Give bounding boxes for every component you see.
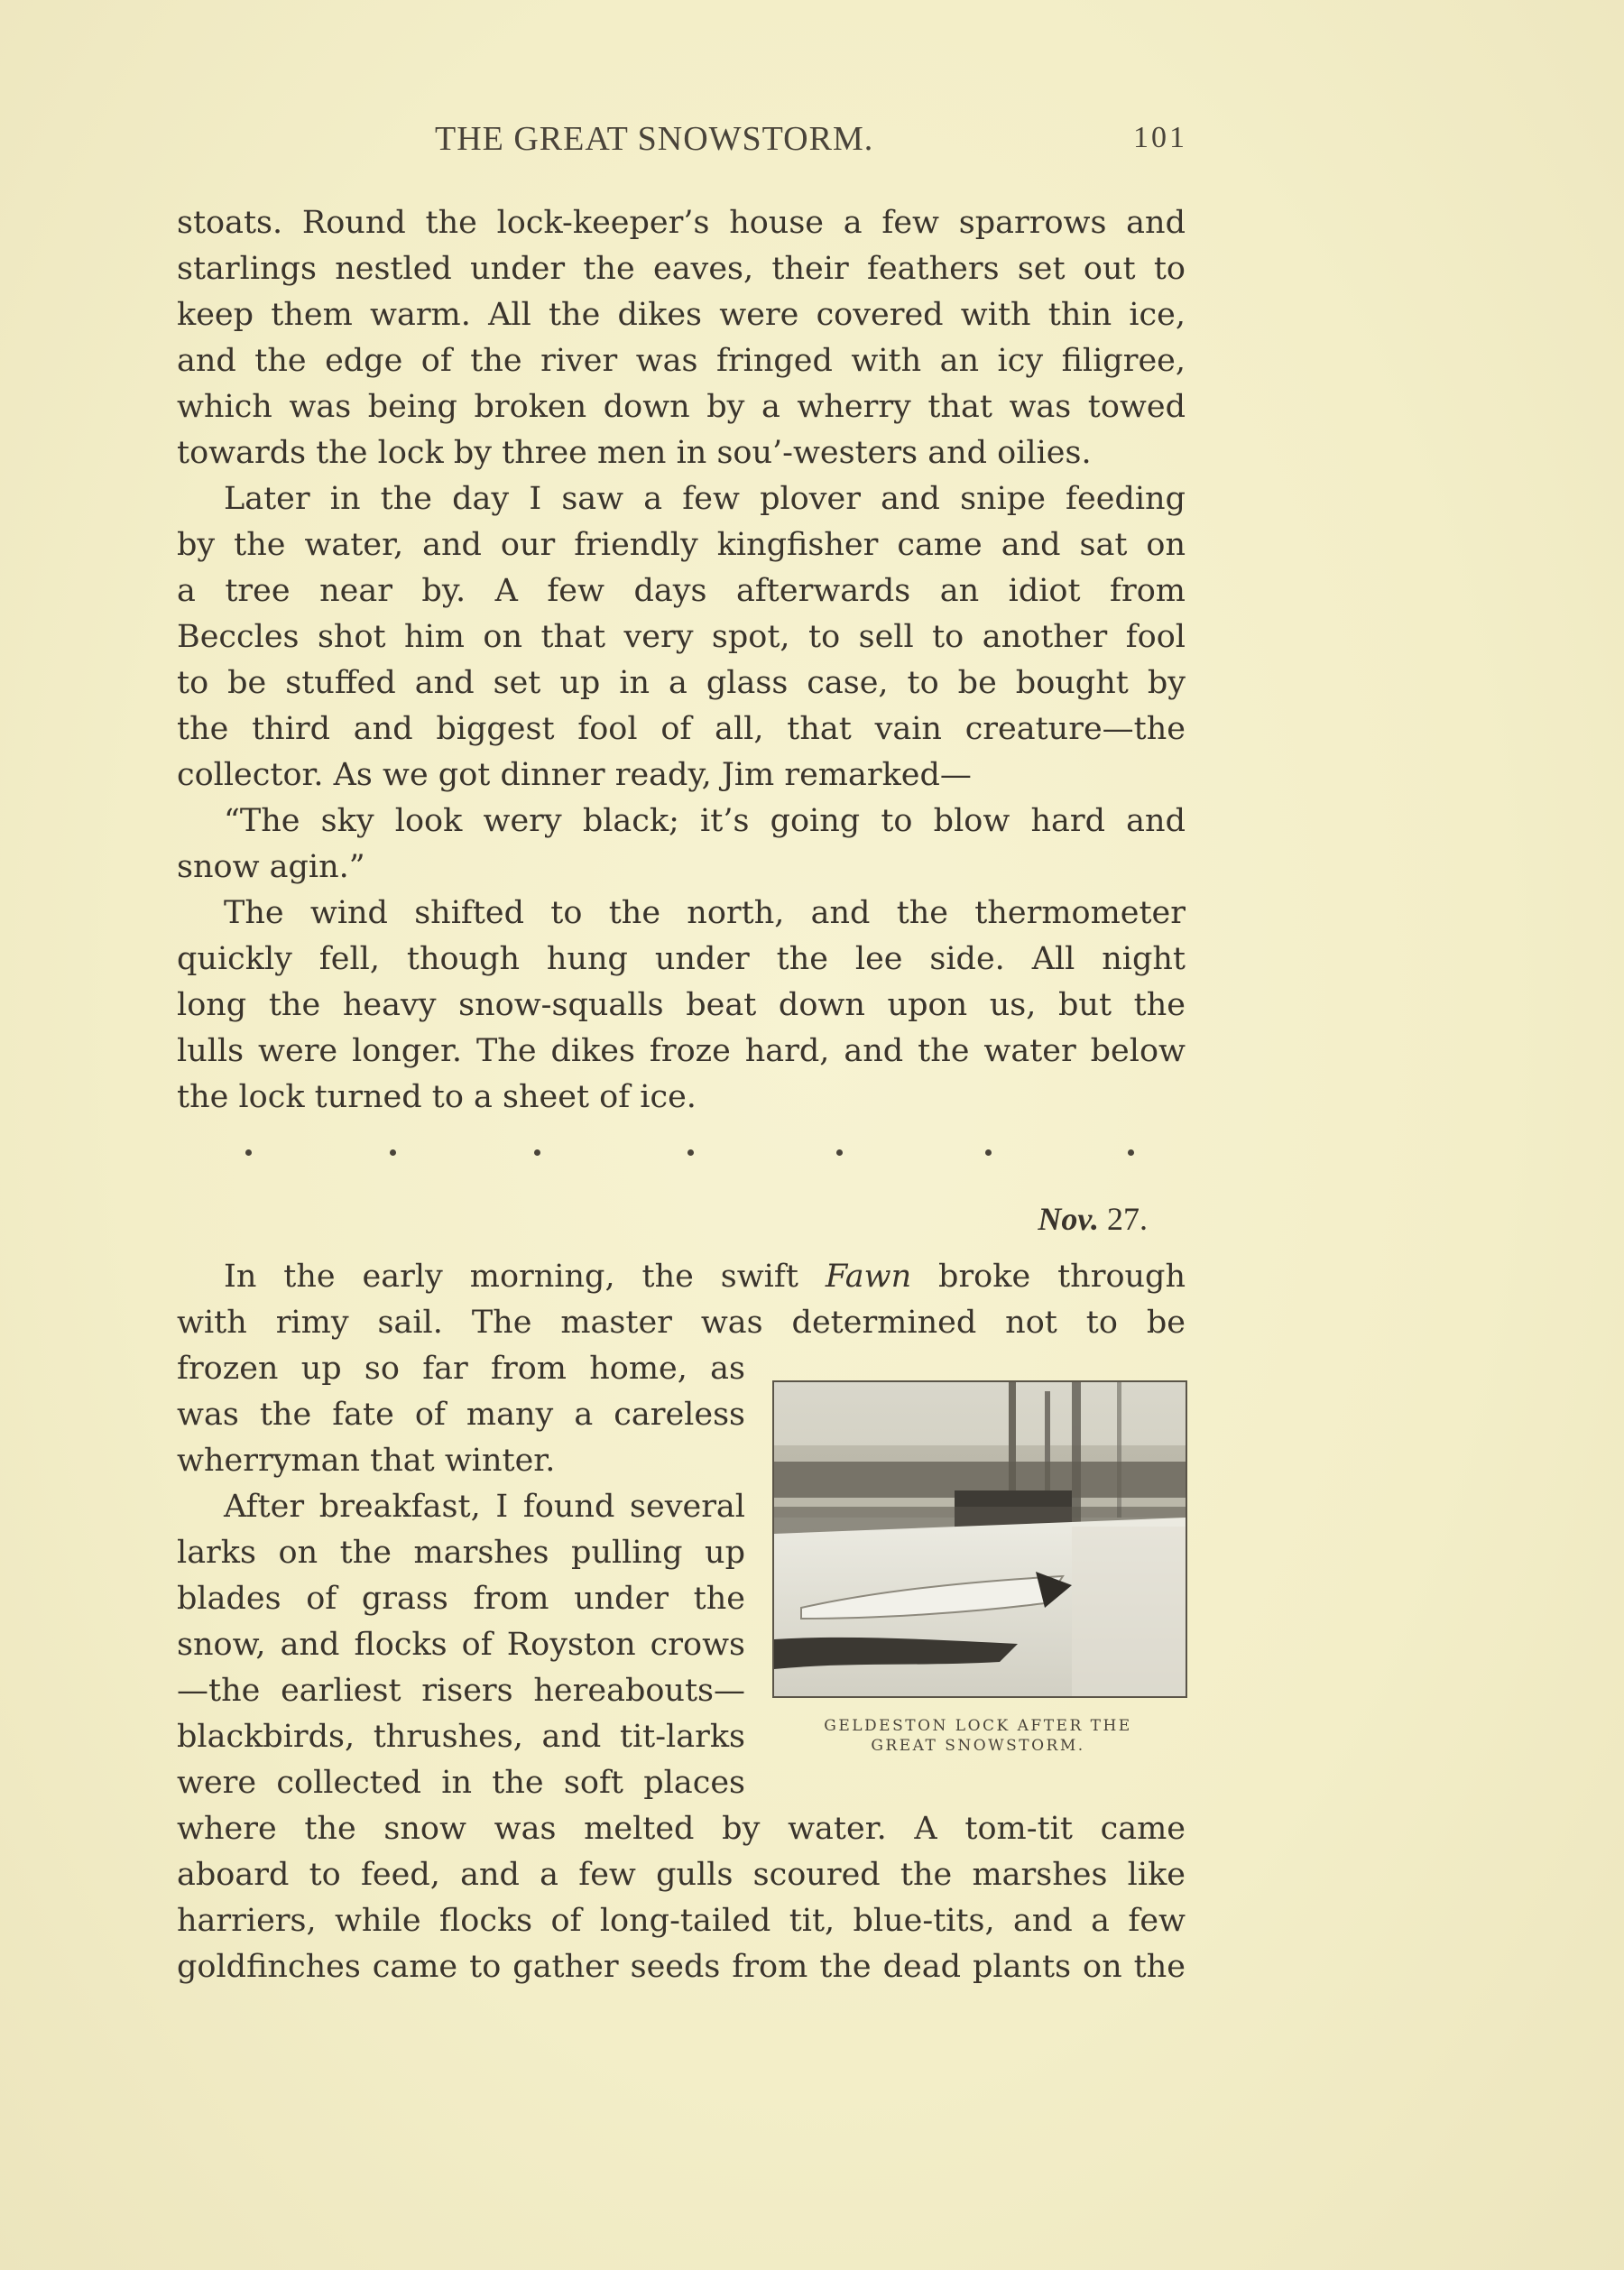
caption-line: GELDESTON LOCK AFTER THE — [824, 1717, 1132, 1735]
text-line: —the earliest risers hereabouts— — [177, 1673, 745, 1709]
text-fragment: In the early morning, the swift — [224, 1259, 826, 1295]
text-line: After breakfast, I found several — [224, 1489, 745, 1525]
figure-caption — [772, 1716, 1184, 1756]
text-line: quickly fell, though hung under the lee side. All night — [177, 941, 1186, 977]
text-line: snow, and flocks of Royston crows — [177, 1627, 745, 1663]
text-line: where the snow was melted by water. A tom-tit came — [177, 1811, 1186, 1847]
text-line: were collected in the soft places — [177, 1765, 745, 1801]
page-header — [177, 115, 1187, 170]
text-fragment: broke through — [911, 1259, 1186, 1295]
date-month: Nov. — [1038, 1201, 1099, 1237]
text-line: long the heavy snow-squalls beat down upon us, but the — [177, 987, 1186, 1023]
text-line: the third and biggest fool of all, that vain creature—the — [177, 711, 1186, 747]
text-line: collector. As we got dinner ready, Jim remarked— — [177, 757, 972, 793]
text-line: frozen up so far from home, as — [177, 1351, 745, 1387]
text-line: and the edge of the river was fringed with an icy filigree, — [177, 343, 1186, 379]
date-day: 27. — [1107, 1201, 1148, 1237]
ellipsis-dot — [836, 1149, 843, 1156]
text-line: stoats. Round the lock-keeper’s house a few sparrows and — [177, 205, 1186, 241]
ellipsis-dot — [245, 1149, 252, 1156]
text-line: blackbirds, thrushes, and tit-larks — [177, 1719, 745, 1755]
ellipsis-dot — [534, 1149, 540, 1156]
ellipsis-dot — [1128, 1149, 1134, 1156]
text-line: to be stuffed and set up in a glass case, to be bought by — [177, 665, 1186, 701]
text-line: “The sky look wery black; it’s going to blow hard and — [224, 803, 1186, 839]
text-line: aboard to feed, and a few gulls scoured the marshes like — [177, 1857, 1186, 1893]
text-line: larks on the marshes pulling up — [177, 1535, 745, 1571]
text-line: snow agin.” — [177, 849, 365, 885]
snowy-lock-illustration — [774, 1382, 1186, 1696]
text-line: Later in the day I saw a few plover and snipe feeding — [224, 481, 1186, 517]
text-line — [177, 1254, 1186, 1300]
lock-photograph — [772, 1380, 1187, 1698]
text-line: The wind shifted to the north, and the thermometer — [224, 895, 1186, 931]
running-head: THE GREAT SNOWSTORM. — [435, 120, 874, 158]
text-line: a tree near by. A few days afterwards an idiot from — [177, 573, 1186, 609]
text-line: with rimy sail. The master was determined not to be — [177, 1305, 1186, 1341]
text-line: was the fate of many a careless — [177, 1397, 745, 1433]
text-line: lulls were longer. The dikes froze hard, and the water below — [177, 1033, 1186, 1069]
text-line: keep them warm. All the dikes were covered with thin ice, — [177, 297, 1186, 333]
boat-name: Fawn — [825, 1259, 912, 1295]
text-line: goldfinches came to gather seeds from the dead plants on the — [177, 1949, 1186, 1985]
ellipsis-dot — [985, 1149, 992, 1156]
ellipsis-dot — [687, 1149, 694, 1156]
text-line: blades of grass from under the — [177, 1581, 745, 1617]
ellipsis-dot — [390, 1149, 396, 1156]
text-line: wherryman that winter. — [177, 1443, 556, 1479]
paragraph-block-1 — [177, 200, 1186, 1121]
date-heading — [1038, 1200, 1148, 1238]
page-number: 101 — [1133, 121, 1187, 154]
text-line: harriers, while flocks of long-tailed tit, blue-tits, and a few — [177, 1903, 1186, 1939]
text-line: by the water, and our friendly kingfisher came and sat on — [177, 527, 1186, 563]
text-line: the lock turned to a sheet of ice. — [177, 1079, 697, 1115]
text-line: which was being broken down by a wherry that was towed — [177, 389, 1186, 425]
caption-line: GREAT SNOWSTORM. — [871, 1737, 1085, 1755]
text-line: starlings nestled under the eaves, their feathers set out to — [177, 251, 1186, 287]
text-line: towards the lock by three men in sou’-westers and oilies. — [177, 435, 1092, 471]
text-line: Beccles shot him on that very spot, to sell to another fool — [177, 619, 1186, 655]
section-break-dots — [236, 1133, 1139, 1169]
